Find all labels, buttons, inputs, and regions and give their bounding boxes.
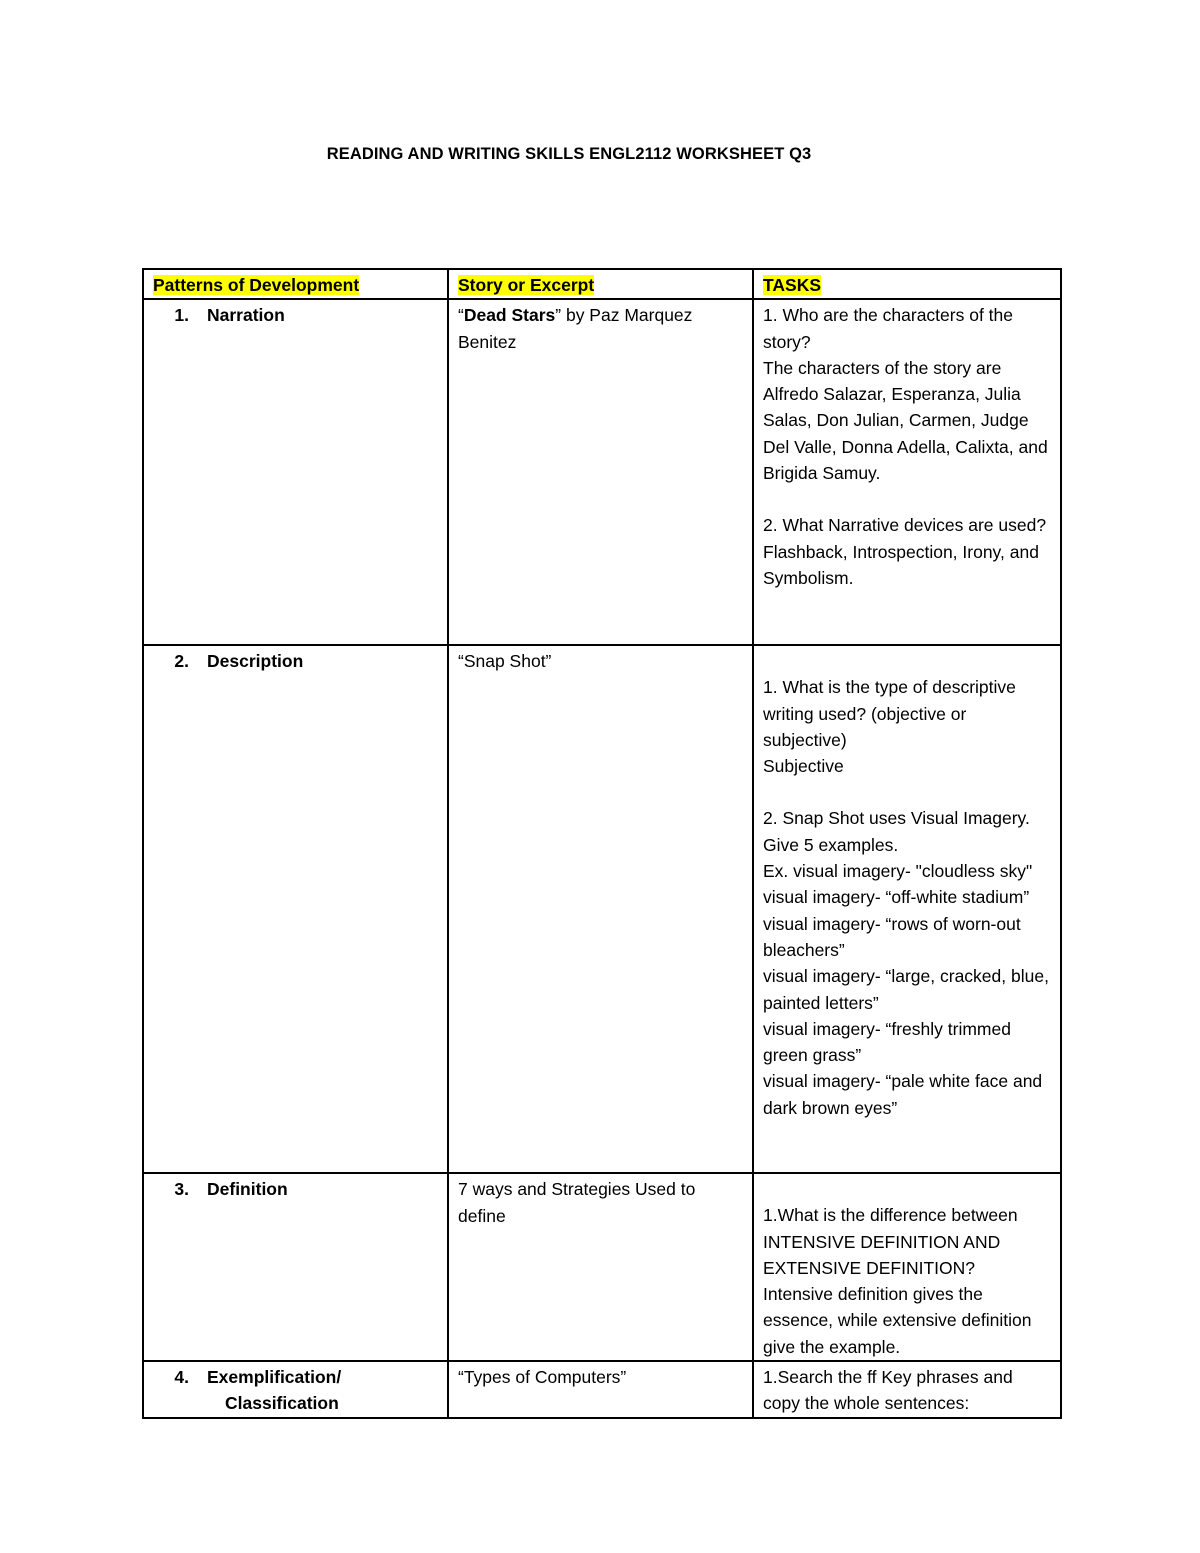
pattern-name: Narration — [207, 305, 285, 326]
story-author: ” by Paz Marquez Benitez — [458, 305, 693, 352]
task-question: 1.What is the difference between INTENSIVE DEFINITION AND EXTENSIVE DEFINITION? — [763, 1205, 1018, 1278]
worksheet-table — [142, 268, 1062, 1419]
task-question: 1. Who are the characters of the story? — [763, 305, 1013, 352]
pattern-name-line2: Classification — [225, 1393, 339, 1414]
pattern-name: Definition — [207, 1179, 288, 1200]
imagery-example: Ex. visual imagery- "cloudless sky" — [763, 861, 1033, 882]
pattern-cell — [143, 1173, 448, 1361]
story-cell — [448, 299, 753, 645]
story-cell — [448, 1361, 753, 1418]
imagery-example: visual imagery- “pale white face and dark brown eyes” — [763, 1071, 1043, 1118]
story-title: Dead Stars — [463, 305, 556, 326]
task-question: 2. Snap Shot uses Visual Imagery. Give 5 examples. — [763, 808, 1030, 855]
table-header-row — [143, 269, 1061, 299]
tasks-cell — [753, 645, 1061, 1173]
task-question: 2. What Narrative devices are used? — [763, 515, 1047, 536]
header-cell-tasks — [753, 269, 1061, 299]
row-number: 4. — [174, 1367, 189, 1388]
row-number: 3. — [174, 1179, 189, 1200]
story-quote-open: “ — [458, 305, 464, 326]
task-question: 1.Search the ff Key phrases and copy the whole sentences: — [763, 1367, 1013, 1414]
tasks-cell — [753, 299, 1061, 645]
task-answer: Subjective — [763, 756, 844, 777]
task-answer: Intensive definition gives the essence, while extensive definition give the example. — [763, 1284, 1032, 1357]
imagery-example: visual imagery- “rows of worn-out bleachers” — [763, 913, 1021, 960]
tasks-cell — [753, 1173, 1061, 1361]
header-cell-patterns — [143, 269, 448, 299]
header-patterns: Patterns of Development — [153, 275, 360, 295]
header-story: Story or Excerpt — [458, 275, 595, 295]
imagery-example: visual imagery- “off-white stadium” — [763, 887, 1030, 908]
story-title: 7 ways and Strategies Used to define — [458, 1179, 696, 1226]
pattern-name: Exemplification/ — [207, 1367, 342, 1388]
story-title: “Snap Shot” — [458, 651, 552, 672]
pattern-cell — [143, 645, 448, 1173]
row-number: 2. — [174, 651, 189, 672]
table-row-exemplification — [143, 1361, 1061, 1418]
imagery-example: visual imagery- “freshly trimmed green grass” — [763, 1018, 1011, 1066]
pattern-cell — [143, 299, 448, 645]
table-row-description — [143, 645, 1061, 1173]
row-number: 1. — [174, 305, 189, 326]
pattern-name: Description — [207, 651, 304, 672]
worksheet-title: READING AND WRITING SKILLS ENGL2112 WORKSHEET Q3 — [326, 145, 812, 163]
task-answer: Flashback, Introspection, Irony, and Symbolism. — [763, 541, 1039, 588]
table-row-narration — [143, 299, 1061, 645]
tasks-cell — [753, 1361, 1061, 1418]
header-tasks: TASKS — [763, 275, 822, 295]
story-cell — [448, 1173, 753, 1361]
story-cell — [448, 645, 753, 1173]
story-title: “Types of Computers” — [458, 1367, 627, 1388]
table-row-definition — [143, 1173, 1061, 1361]
header-cell-story — [448, 269, 753, 299]
pattern-cell — [143, 1361, 448, 1418]
task-answer: The characters of the story are Alfredo Salazar, Esperanza, Julia Salas, Don Julian, Carmen, Judge Del Valle, Donna Adella, Calixta, and Brigida Samuy. — [763, 357, 1048, 484]
task-question: 1. What is the type of descriptive writing used? (objective or subjective) — [763, 677, 1016, 750]
imagery-example: visual imagery- “large, cracked, blue, painted letters” — [763, 966, 1049, 1013]
